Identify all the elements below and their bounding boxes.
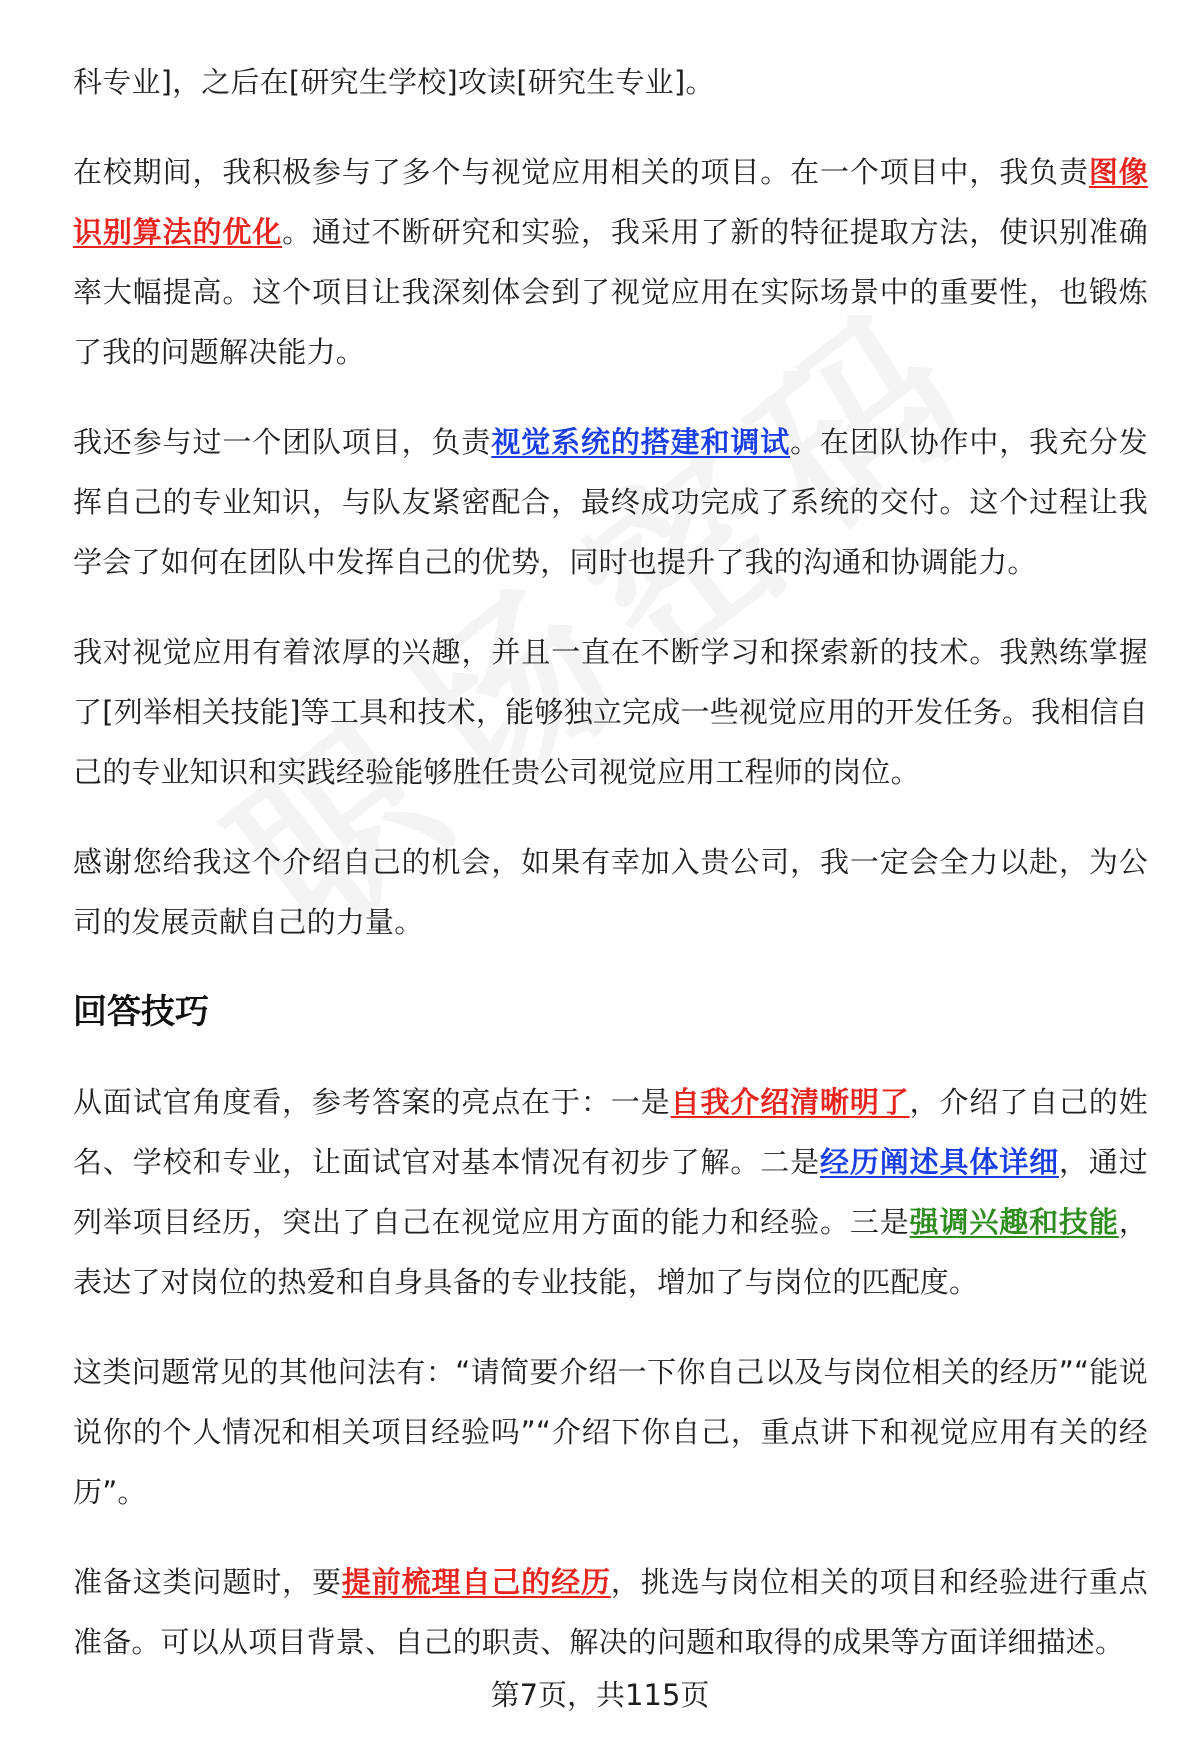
- section-heading-answer-tips: 回答技巧: [73, 992, 209, 1032]
- paragraph-text: 。通过不断研究和实验，我采用了新的特征提取方法，使识别准确率大幅提高。这个项目让我深刻体会到了视觉应用在实际场景中的重要性，也锻炼了我的问题解决能力。: [73, 215, 1148, 369]
- tip-text: 准备这类问题时，要: [73, 1565, 342, 1599]
- highlight-image-recognition: 图像识别算法的优化: [73, 155, 1148, 249]
- tip-text: 从面试官角度看，参考答案的亮点在于：一是: [73, 1085, 671, 1119]
- tip-preparation: [73, 1552, 1148, 1672]
- highlight-detailed-experience: 经历阐述具体详细: [819, 1145, 1060, 1179]
- paragraph-text: 感谢您给我这个介绍自己的机会，如果有幸加入贵公司，我一定会全力以赴，为公司的发展贡献自己的力量。: [73, 845, 1148, 939]
- paragraph-text: 我对视觉应用有着浓厚的兴趣，并且一直在不断学习和探索新的技术。我熟练掌握了[列举相关技能]等工具和技术，能够独立完成一些视觉应用的开发任务。我相信自己的专业知识和实践经验能够胜任贵公司视觉应用工程师的岗位。: [73, 635, 1148, 789]
- tip-text: 这类问题常见的其他问法有：“请简要介绍一下你自己以及与岗位相关的经历”“能说说你的个人情况和相关项目经验吗”“介绍下你自己，重点讲下和视觉应用有关的经历”。: [73, 1355, 1148, 1509]
- highlight-clear-intro: 自我介绍清晰明了: [670, 1085, 910, 1119]
- highlight-sort-experience: 提前梳理自己的经历: [341, 1565, 611, 1599]
- paragraph-education: [73, 52, 1148, 112]
- tip-text: ，挑选与岗位相关的项目和经验进行重点准备。可以从项目背景、自己的职责、解决的问题和取得的成果等方面详细描述。: [73, 1565, 1148, 1659]
- tip-text: ，通过列举项目经历，突出了自己在视觉应用方面的能力和经验。三是: [73, 1145, 1148, 1239]
- tip-text: ，表达了对岗位的热爱和自身具备的专业技能，增加了与岗位的匹配度。: [73, 1205, 1149, 1299]
- paragraph-interest: [73, 622, 1148, 802]
- document-body: [73, 52, 1148, 1702]
- highlight-vision-system: 视觉系统的搭建和调试: [491, 425, 791, 459]
- paragraph-thanks: [73, 832, 1148, 952]
- paragraph-text: 我还参与过一个团队项目，负责: [73, 425, 492, 459]
- tip-alternative-questions: [73, 1342, 1148, 1522]
- paragraph-text: 科专业]，之后在[研究生学校]攻读[研究生专业]。: [73, 65, 715, 99]
- paragraph-project-2: [73, 412, 1148, 592]
- tip-text: ，介绍了自己的姓名、学校和专业，让面试官对基本情况有初步了解。二是: [73, 1085, 1148, 1179]
- page-number: 第7页，共115页: [490, 1678, 710, 1712]
- tip-highlights: [73, 1072, 1148, 1312]
- paragraph-project-1: [73, 142, 1148, 382]
- paragraph-text: 在校期间，我积极参与了多个与视觉应用相关的项目。在一个项目中，我负责: [73, 155, 1089, 189]
- paragraph-text: 。在团队协作中，我充分发挥自己的专业知识，与队友紧密配合，最终成功完成了系统的交付。这个过程让我学会了如何在团队中发挥自己的优势，同时也提升了我的沟通和协调能力。: [73, 425, 1148, 579]
- highlight-interest-skills: 强调兴趣和技能: [909, 1205, 1119, 1239]
